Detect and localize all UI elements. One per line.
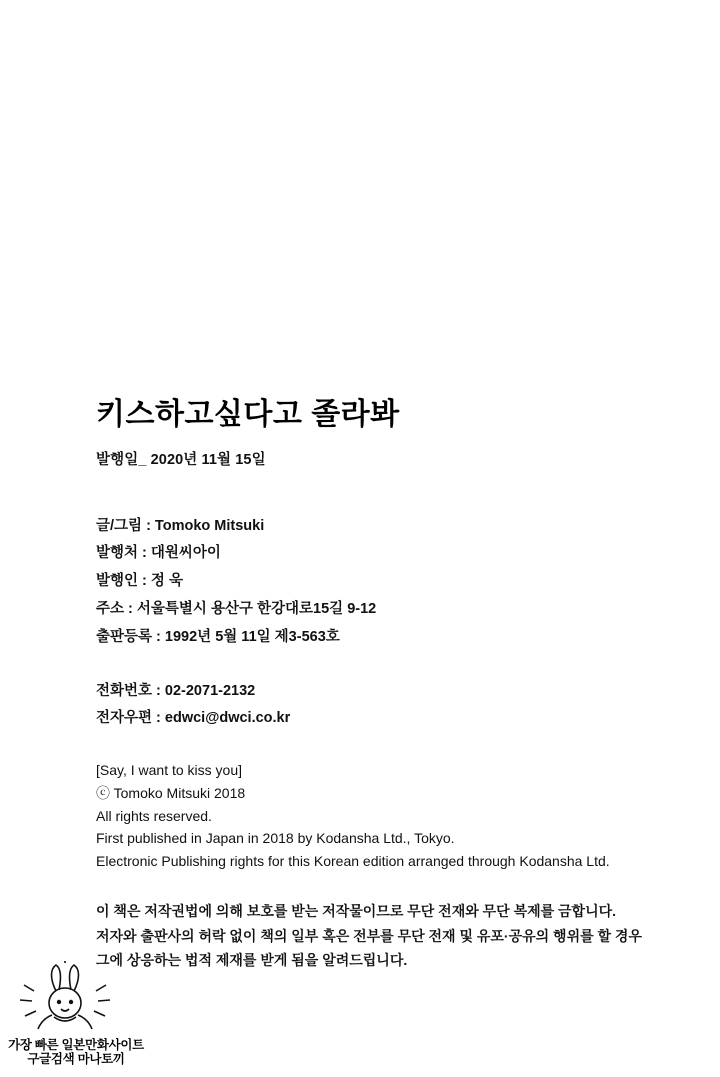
copyright-notice — [96, 899, 680, 974]
english-title: [Say, I want to kiss you] — [96, 762, 243, 779]
notice-line-1: 이 책은 저작권법에 의해 보호를 받는 저작물이므로 무단 전재와 무단 복제를 금합니다. — [96, 902, 617, 919]
watermark-line-2: 구글검색 마나토끼 — [27, 1052, 125, 1067]
credit-address: 주소 : 서울특별시 용산구 한강대로15길 9-12 — [96, 600, 377, 617]
rights-reserved-line: All rights reserved. — [96, 807, 212, 824]
credit-publisher: 발행처 : 대원씨아이 — [96, 545, 221, 562]
site-watermark — [8, 961, 144, 1069]
english-rights-block — [96, 759, 680, 872]
credit-publisher-person: 발행인 : 정 욱 — [96, 573, 183, 590]
notice-line-2: 저자와 출판사의 허락 없이 책의 일부 혹은 전부를 무단 전재 및 유포·공유의 행위를 할 경우 — [96, 927, 642, 944]
credit-registration: 출판등록 : 1992년 5월 11일 제3-563호 — [96, 628, 340, 645]
colophon-block — [96, 396, 680, 973]
first-published-line: First published in Japan in 2018 by Kodansha Ltd., Tokyo. — [96, 830, 455, 847]
copyright-line: ⓒ Tomoko Mitsuki 2018 — [96, 784, 246, 801]
credits-list — [96, 513, 680, 652]
watermark-line-1: 가장 빠른 일본만화사이트 — [8, 1037, 144, 1052]
contact-email: 전자우편 : edwci@dwci.co.kr — [96, 710, 291, 727]
notice-line-3: 그에 상응하는 법적 제재를 받게 됨을 알려드립니다. — [96, 952, 408, 969]
book-title: 키스하고싶다고 졸라봐 — [96, 398, 400, 431]
credit-author: 글/그림 : Tomoko Mitsuki — [96, 517, 265, 534]
publish-date: 발행일_ 2020년 11월 15일 — [96, 451, 266, 468]
contact-block — [96, 678, 680, 734]
watermark-text — [8, 1038, 144, 1068]
rabbit-mascot-icon — [16, 961, 128, 1033]
contact-phone: 전화번호 : 02-2071-2132 — [96, 682, 256, 699]
electronic-rights-line: Electronic Publishing rights for this Korean edition arranged through Kodansha Ltd. — [96, 852, 610, 869]
